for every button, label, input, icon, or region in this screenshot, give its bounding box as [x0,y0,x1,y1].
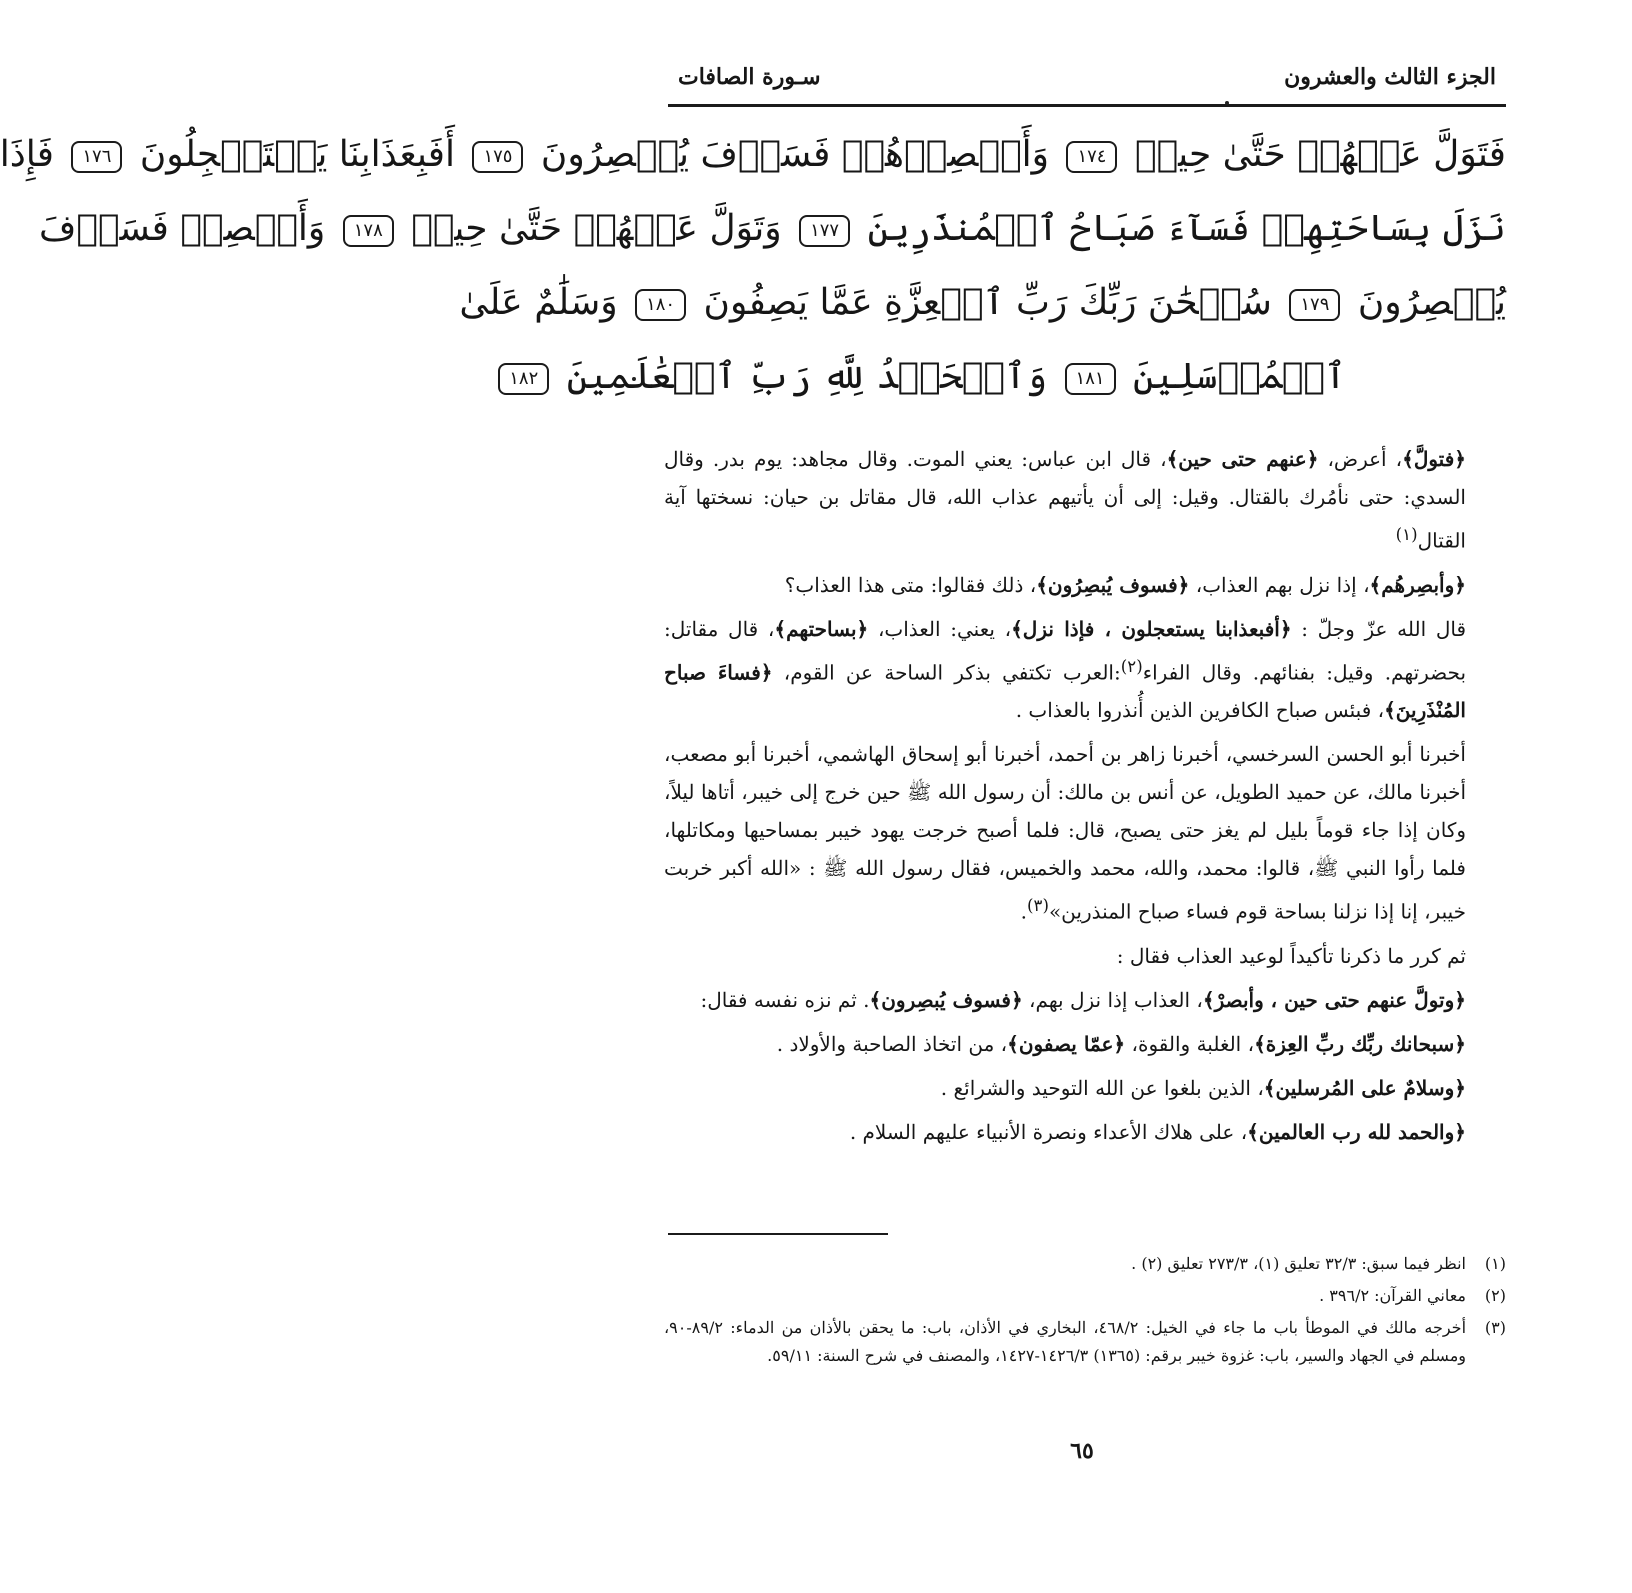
paragraph-text: . ثم نزه نفسه فقال: [700,987,870,1012]
commentary-paragraph [664,735,1506,931]
quoted-verse: ﴿عنهم حتى حين﴾ [1166,447,1319,471]
quoted-verse: ﴿وأبصِرهُم﴾ [1369,572,1466,597]
commentary-paragraph [664,440,1506,560]
footnote-text: أخرجه مالك في الموطأ باب ما جاء في الخيل: ٤٦٨/٢، البخاري في الأذان، باب: ما يحقن بالأذان من الدماء: ٨٩/٢-٩٠، ومسلم في الجهاد والسير، باب: غزوة خيبر برقم: (١٣٦٥) ١٤٢٦/٣-١٤٢٧، والمصنف في شرح السنة: ٥٩/١١. [664,1318,1467,1365]
verse-line [509,340,1506,414]
paragraph-text: أخبرنا أبو الحسن السرخسي، أخبرنا زاهر بن أحمد، أخبرنا أبو إسحاق الهاشمي، أخبرنا أبو مصعب، أخبرنا مالك، عن حميد الطويل، عن أنس بن مالك: أن رسول الله ﷺ حين خرج إلى خيبر، أتاها ليلاً، وكان إذا جاء قوماً بليل لم يغز حتى يصبح، قال: فلما أصبح خرجت يهود خيبر بمساحيها ومكاتلها، فلما رأوا النبي ﷺ، قالوا: محمد، والله، محمد والخميس، فقال رسول الله ﷺ : «الله أكبر خربت خيبر، إنا إذا نزلنا بساحة قوم فساء صباح المنذرين» [664,742,1466,924]
verse-text: وَسَلَٰمٌ عَلَىٰ [459,282,618,323]
quoted-verse: ﴿بساحتهم﴾ [774,616,869,641]
paragraph-text: ، ذلك فقالوا: متى هذا العذاب؟ [784,572,1037,597]
quoted-verse: ﴿وتولَّ عنهم حتى حين ، وأبصرْ﴾ [1202,987,1466,1012]
verse-text: وَتَوَلَّ عَنۡهُمۡ حَتَّىٰ حِينٖ [411,208,782,249]
verse-text: وَٱلۡحَمۡدُ لِلَّهِ رَبِّ ٱلۡعَٰلَمِينَ [566,356,1048,397]
ayah-number-marker: ١٨٢ [498,363,549,395]
surah-title: سـورة الصافات [678,64,821,90]
paragraph-text: ، الذين بلغوا عن الله التوحيد والشرائع . [940,1075,1264,1100]
commentary-paragraph [664,1113,1506,1151]
page-header [668,60,1506,107]
quoted-verse: ﴿أفبعذابنا يستعجلون ، فإذا نزل﴾ [1011,616,1292,641]
footnote-number: (٢) [1484,1286,1506,1305]
part-title: الجزء الثالث والعشرون [1284,64,1496,90]
tafsir-commentary [664,440,1506,1157]
verse-line [38,192,1506,266]
paragraph-text: قال الله عزّ وجلّ : [1291,616,1467,641]
footnote-ref[interactable]: (٣) [1026,896,1049,916]
commentary-paragraph [664,566,1506,604]
footnotes [664,1250,1506,1374]
verse-text: أَفَبِعَذَابِنَا يَسۡتَعۡجِلُونَ [139,134,455,175]
commentary-paragraph [664,1069,1506,1107]
paragraph-text: ، الغلبة والقوة، [1125,1031,1255,1056]
paragraph-text: ، من اتخاذ الصاحبة والأولاد . [776,1031,1008,1056]
quoted-verse: ﴿فسوف يُبصِرُون﴾ [1036,572,1190,597]
quoted-verse: ﴿وسلامٌ على المُرسلين﴾ [1263,1075,1466,1100]
ayah-number-marker: ١٨٠ [635,289,686,321]
verse-text: يُبۡصِرُونَ [1357,282,1506,323]
footnote [664,1314,1506,1370]
footnote-ref[interactable]: (٢) [1120,656,1143,676]
verse-text: فَإِذَا [0,134,54,175]
paragraph-text: ثم كرر ما ذكرنا تأكيداً لوعيد العذاب فقال : [1116,943,1466,968]
verse-text: وَأَبۡصِرۡهُمۡ فَسَوۡفَ يُبۡصِرُونَ [540,134,1049,175]
quoted-verse: ﴿فساءَ صباح المُنْذَرِينَ﴾ [664,660,1466,723]
page-number: ٦٥ [1070,1438,1094,1464]
paragraph-text: ، يعني: العذاب، [868,616,1012,641]
commentary-paragraph [664,1025,1506,1063]
quran-verses [0,118,1506,438]
ink-dot [1225,101,1229,105]
paragraph-text: :العرب تكتفي بذكر الساحة عن القوم، [772,660,1121,685]
ayah-number-marker: ١٧٩ [1289,289,1340,321]
footnote-text: انظر فيما سبق: ٣٢/٣ تعليق (١)، ٢٧٣/٣ تعليق (٢) . [1131,1254,1466,1273]
ayah-number-marker: ١٧٥ [472,141,523,173]
verse-line [459,266,1506,340]
paragraph-text: ، إذا نزل بهم العذاب، [1189,572,1370,597]
footnote-separator [668,1233,888,1235]
paragraph-text: ، قال ابن عباس: يعني الموت. وقال مجاهد: يوم بدر. وقال السدي: حتى نأمُرك بالقتال. وقيل: إلى أن يأتيهم عذاب الله، قال مقاتل بن حيان: نسختها آية القتال [664,447,1466,553]
paragraph-text: ، قال مقاتل: بحضرتهم. وقيل: بفنائهم. وقال الفراء [664,616,1467,685]
footnote-number: (١) [1484,1254,1506,1273]
quoted-verse: ﴿والحمد لله رب العالمين﴾ [1247,1119,1466,1144]
verse-line [0,118,1506,192]
paragraph-text: ، فبئس صباح الكافرين الذين أُنذروا بالعذاب . [1015,698,1385,723]
quoted-verse: ﴿فسوف يُبصِرون﴾ [869,987,1023,1012]
quoted-verse: ﴿سبحانك ربِّك ربِّ العِزة﴾ [1254,1031,1466,1056]
ayah-number-marker: ١٨١ [1065,363,1116,395]
verse-text: فَتَوَلَّ عَنۡهُمۡ حَتَّىٰ حِينٖ [1134,134,1506,175]
verse-text: نَزَلَ بِسَاحَتِهِمۡ فَسَآءَ صَبَاحُ ٱلۡمُنذَرِينَ [867,208,1506,249]
ayah-number-marker: ١٧٦ [71,141,122,173]
verse-text: وَأَبۡصِرۡ فَسَوۡفَ [38,208,326,249]
paragraph-text: ، العذاب إذا نزل بهم، [1022,987,1203,1012]
verse-text: سُبۡحَٰنَ رَبِّكَ رَبِّ ٱلۡعِزَّةِ عَمَّا يَصِفُونَ [703,282,1272,323]
ayah-number-marker: ١٧٧ [799,215,850,247]
commentary-paragraph [664,981,1506,1019]
paragraph-text: . [1020,899,1027,924]
quoted-verse: ﴿فتولَّ﴾ [1402,447,1466,471]
commentary-paragraph [664,610,1506,730]
paragraph-text: ، أعرض، [1318,447,1403,471]
footnote [664,1250,1506,1278]
paragraph-text: ، على هلاك الأعداء ونصرة الأنبياء عليهم السلام . [849,1119,1248,1144]
verse-text: ٱلۡمُرۡسَلِينَ [1133,356,1346,397]
footnote-ref[interactable]: (١) [1395,525,1418,544]
ayah-number-marker: ١٧٤ [1066,141,1117,173]
commentary-paragraph [664,937,1506,975]
footnote-text: معاني القرآن: ٣٩٦/٢ . [1319,1286,1466,1305]
footnote-number: (٣) [1484,1318,1506,1337]
quoted-verse: ﴿عمّا يصفون﴾ [1007,1031,1126,1056]
footnote [664,1282,1506,1310]
ayah-number-marker: ١٧٨ [343,215,394,247]
